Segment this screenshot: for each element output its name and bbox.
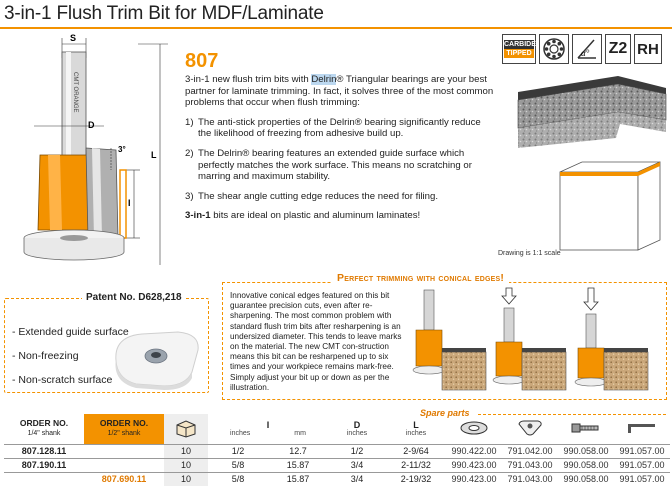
patent-title: Patent No. D628,218 (82, 292, 186, 303)
angle-symbol: α° (581, 48, 590, 58)
hex-key-icon (625, 421, 659, 435)
closing-line: 3-in-1 bits are ideal on plastic and aluminum laminates! (185, 210, 421, 222)
feature-icons (502, 34, 662, 64)
drawing-scale-note: Drawing is 1:1 scale (498, 250, 561, 257)
spare-part: 990.423.00 (446, 472, 502, 486)
rh-icon: RH (634, 34, 662, 64)
page-title: 3-in-1 Flush Trim Bit for MDF/Laminate (4, 3, 324, 24)
spare-part: 791.043.00 (502, 472, 558, 486)
feature-item: - Non-freezing (12, 350, 79, 362)
header-d: D inches (346, 420, 368, 438)
angle-label: 3° (118, 145, 126, 154)
spare-part: 990.423.00 (446, 458, 502, 472)
table-row (4, 444, 670, 458)
shear-angle-icon (572, 34, 602, 64)
tipped-label: TIPPED (504, 49, 534, 58)
spare-part: 990.422.00 (446, 444, 502, 458)
delrin-bearing-image (108, 328, 206, 392)
spare-part: 791.043.00 (502, 458, 558, 472)
conical-description: Innovative conical edges featured on this bit guarantee precision cuts, even after re-sharpening. The most common problem with standard flush trim bits after resharpening is an undersized diameter. This tends to leave marks on the material. The new CMT con-struction means this bit can be resharpened up to six times and your workpiece remains mark-free. Simply adjust your bit up or down as per the illustration. (230, 291, 402, 392)
spare-part: 991.057.00 (614, 472, 670, 486)
carbide-label: CARBIDE (504, 41, 536, 48)
washer-icon (459, 420, 489, 436)
cell-i-mm: 15.87 (268, 458, 328, 472)
cell-l: 2-11/32 (386, 458, 446, 472)
cell-l: 2-19/32 (386, 472, 446, 486)
header-order-quarter: ORDER NO. 1/4" shank (19, 418, 69, 438)
triangle-bearing-icon (516, 419, 544, 437)
header-qty (164, 414, 208, 444)
cell-i-mm: 15.87 (268, 472, 328, 486)
pack-qty: 10 (164, 458, 208, 472)
bit-brand-text: CMT ORANGE (72, 72, 78, 113)
order-code-half (84, 458, 164, 472)
point-1: 1) The anti-stick properties of the Delrin® bearing significantly reduce the likelihood of freezing from adhesive build up. (185, 116, 481, 140)
dim-l-label: L (151, 150, 157, 160)
feature-item: - Extended guide surface (12, 326, 129, 338)
bearing-icon (539, 34, 569, 64)
z2-icon: Z2 (605, 34, 631, 64)
spare-wrench-header (614, 414, 670, 444)
conical-title: Perfect trimming with conical edges! (332, 272, 509, 284)
spare-part: 991.057.00 (614, 444, 670, 458)
unit-mm: mm (294, 430, 306, 438)
box-icon (174, 418, 198, 438)
cell-i-inches: 1/2 (208, 444, 268, 458)
spare-part: 990.058.00 (558, 458, 614, 472)
model-number: 807 (185, 50, 219, 72)
cell-d: 3/4 (328, 472, 386, 486)
header-l: L inches (405, 420, 427, 438)
order-code-half (84, 444, 164, 458)
spare-part: 791.042.00 (502, 444, 558, 458)
pack-qty: 10 (164, 472, 208, 486)
dim-s-label: S (70, 33, 77, 43)
dim-i-label: I (128, 198, 131, 208)
cell-i-inches: 5/8 (208, 472, 268, 486)
spare-part: 991.057.00 (614, 458, 670, 472)
cell-l: 2-9/64 (386, 444, 446, 458)
point-2: 2) The Delrin® bearing features an extended guide surface which perfectly matches the work surface. This means no scratching or marring and maximum stability. (185, 147, 472, 183)
spare-part: 990.058.00 (558, 472, 614, 486)
order-code: 807.190.11 (4, 458, 84, 472)
cell-d: 1/2 (328, 444, 386, 458)
spare-part: 990.058.00 (558, 444, 614, 458)
carbide-tipped-icon (502, 34, 536, 64)
unit-inches: inches (230, 430, 251, 438)
feature-item: - Non-scratch surface (12, 374, 113, 386)
spare-parts-label: Spare parts (420, 408, 470, 418)
delrin-highlight: Delrin (311, 74, 337, 85)
header-i: I inches mm (230, 420, 306, 438)
spare-delrin-header (502, 414, 558, 444)
spare-bearing-header (446, 414, 502, 444)
header-order-half: ORDER NO. 1/2" shank (84, 414, 164, 444)
spare-screw-header (558, 414, 614, 444)
screw-icon (570, 421, 602, 435)
cell-d: 3/4 (328, 458, 386, 472)
product-description (185, 74, 495, 230)
specs-table (4, 414, 670, 486)
table-row (4, 458, 670, 472)
point-3: 3) The shear angle cutting edge reduces the need for filing. (185, 190, 439, 202)
order-code (4, 472, 84, 486)
title-rule (0, 27, 672, 29)
intro-paragraph: 3-in-1 new flush trim bits with Delrin® Triangular bearings are your best partner for laminate trimming. In fact, it solves three of the most common problems that occur when flush trimming: (185, 74, 494, 109)
dim-d-label: D (88, 120, 95, 130)
cell-i-mm: 12.7 (268, 444, 328, 458)
cell-i-inches: 5/8 (208, 458, 268, 472)
pack-qty: 10 (164, 444, 208, 458)
conical-illustration (410, 286, 660, 398)
laminate-block-drawing (498, 72, 670, 252)
router-bit-drawing (8, 30, 168, 295)
table-row (4, 472, 670, 486)
order-code: 807.128.11 (4, 444, 84, 458)
order-code-half: 807.690.11 (84, 472, 164, 486)
